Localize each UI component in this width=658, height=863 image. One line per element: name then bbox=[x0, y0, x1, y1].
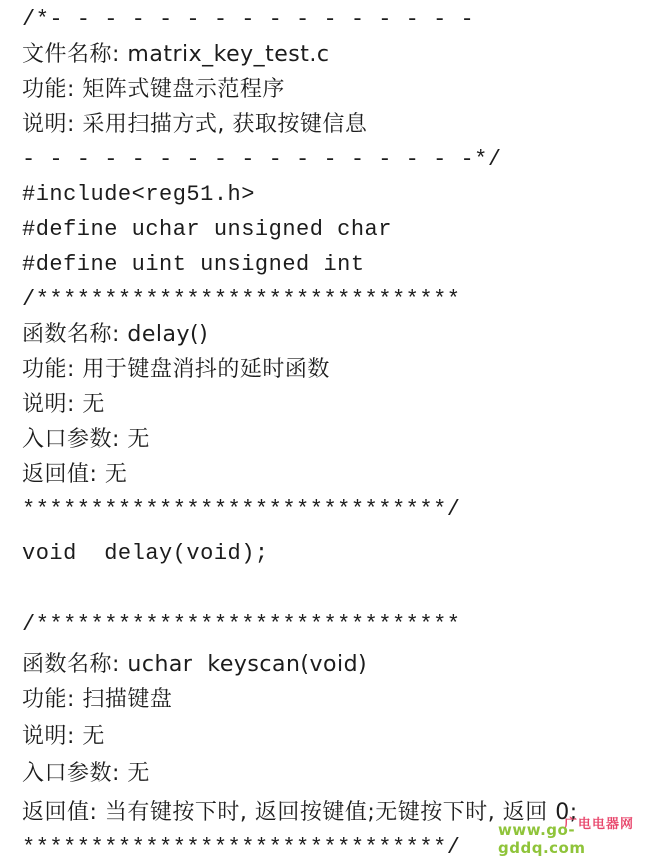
description-line: 说明: 采用扫描方式, 获取按键信息 bbox=[22, 112, 368, 137]
keyscan-comment-open: /******************************* bbox=[22, 612, 461, 637]
site-watermark bbox=[498, 813, 648, 857]
header-comment-close: - - - - - - - - - - - - - - - - -*/ bbox=[22, 147, 502, 172]
keyscan-function-line: 功能: 扫描键盘 bbox=[22, 687, 173, 712]
delay-comment-close: *******************************/ bbox=[22, 497, 461, 522]
keyscan-desc-line: 说明: 无 bbox=[22, 724, 105, 749]
header-comment-open: /*- - - - - - - - - - - - - - - - bbox=[22, 7, 475, 32]
watermark-url: www.go-gddq.com bbox=[498, 821, 586, 857]
delay-comment-open: /******************************* bbox=[22, 287, 461, 312]
keyscan-comment-close: *******************************/ bbox=[22, 835, 461, 860]
file-name-line: 文件名称: matrix_key_test.c bbox=[22, 42, 330, 67]
delay-name-line: 函数名称: delay() bbox=[22, 322, 209, 347]
keyscan-return-line: 返回值: 当有键按下时, 返回按键值;无键按下时, 返回 0; bbox=[22, 800, 578, 825]
define-uint-line: #define uint unsigned int bbox=[22, 252, 365, 277]
keyscan-params-line: 入口参数: 无 bbox=[22, 761, 150, 786]
delay-params-line: 入口参数: 无 bbox=[22, 427, 150, 452]
delay-desc-line: 说明: 无 bbox=[22, 392, 105, 417]
include-line: #include<reg51.h> bbox=[22, 182, 255, 207]
delay-prototype-line: void delay(void); bbox=[22, 541, 269, 566]
delay-return-line: 返回值: 无 bbox=[22, 462, 128, 487]
function-desc-line: 功能: 矩阵式键盘示范程序 bbox=[22, 77, 285, 102]
define-uchar-line: #define uchar unsigned char bbox=[22, 217, 392, 242]
keyscan-name-line: 函数名称: uchar keyscan(void) bbox=[22, 652, 368, 677]
delay-function-line: 功能: 用于键盘消抖的延时函数 bbox=[22, 357, 330, 382]
watermark-site-name: 广电电器网 bbox=[563, 817, 634, 832]
